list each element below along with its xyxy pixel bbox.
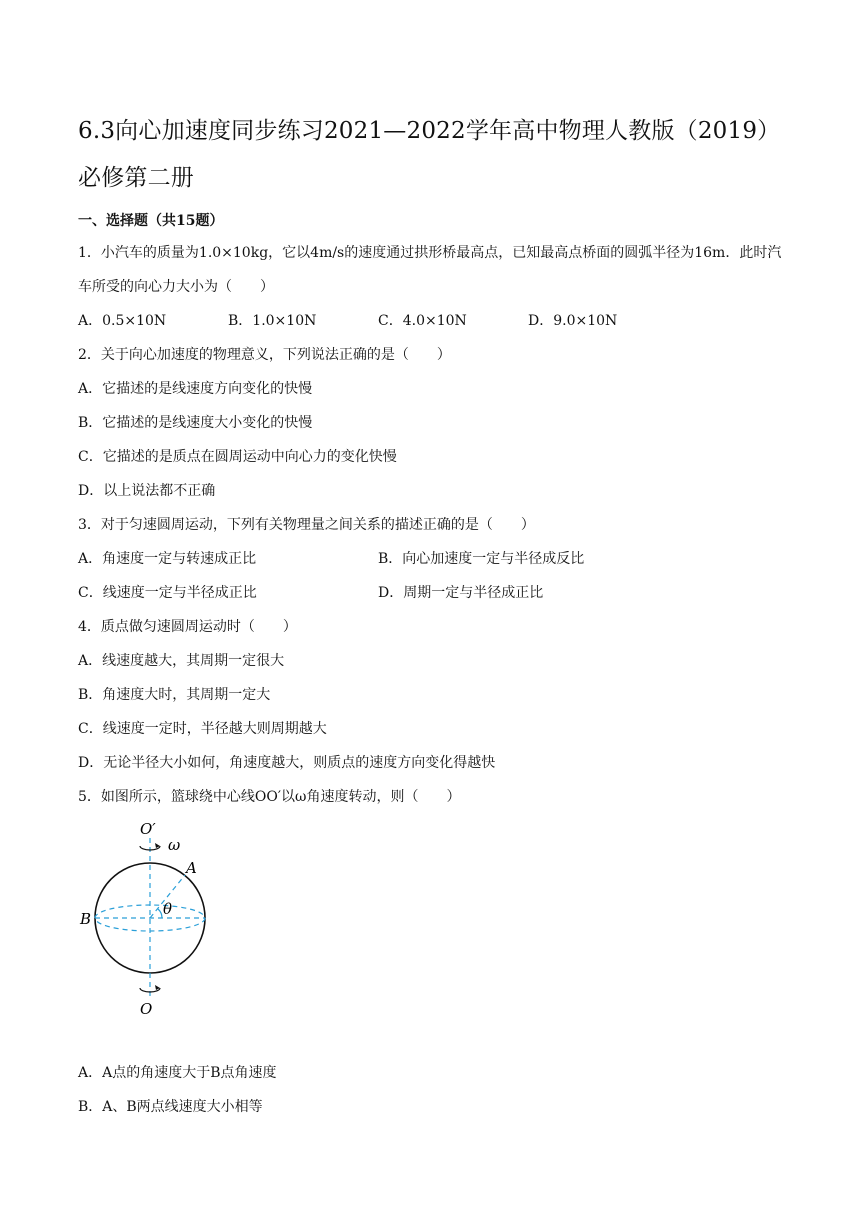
label-b: B bbox=[80, 910, 92, 928]
question-2-stem: 2．关于向心加速度的物理意义，下列说法正确的是（ ） bbox=[78, 347, 451, 363]
question-1-option-c: C．4.0×10N bbox=[378, 313, 467, 329]
question-2-option-a: A．它描述的是线速度方向变化的快慢 bbox=[78, 381, 313, 397]
question-1-option-b: B．1.0×10N bbox=[228, 313, 317, 329]
label-a: A bbox=[186, 859, 197, 877]
question-1-option-a: A．0.5×10N bbox=[78, 313, 167, 329]
question-2-option-c: C．它描述的是质点在圆周运动中向心力的变化快慢 bbox=[78, 449, 397, 465]
section-heading: 一、选择题（共15题） bbox=[78, 213, 224, 229]
question-4-option-b: B．角速度大时，其周期一定大 bbox=[78, 687, 271, 703]
question-3-option-b: B．向心加速度一定与半径成反比 bbox=[378, 551, 585, 567]
question-5-option-a: A．A点的角速度大于B点角速度 bbox=[78, 1065, 277, 1081]
question-4-stem: 4．质点做匀速圆周运动时（ ） bbox=[78, 619, 297, 635]
question-3-option-d: D．周期一定与半径成正比 bbox=[378, 585, 544, 601]
label-theta: θ bbox=[163, 900, 173, 918]
question-4-option-a: A．线速度越大，其周期一定很大 bbox=[78, 653, 285, 669]
label-o: O bbox=[140, 1000, 153, 1018]
document-title: 6.3向心加速度同步练习2021—2022学年高中物理人教版（2019）必修第二册 bbox=[78, 118, 781, 191]
basketball-diagram bbox=[78, 818, 238, 1038]
question-4-option-d: D．无论半径大小如何，角速度越大，则质点的速度方向变化得越快 bbox=[78, 755, 496, 771]
question-2-option-d: D．以上说法都不正确 bbox=[78, 483, 216, 499]
question-4-option-c: C．线速度一定时，半径越大则周期越大 bbox=[78, 721, 327, 737]
question-1-options bbox=[78, 304, 784, 338]
question-5-option-b: B．A、B两点线速度大小相等 bbox=[78, 1099, 263, 1115]
question-3-option-c: C．线速度一定与半径成正比 bbox=[78, 585, 257, 601]
label-omega: ω bbox=[168, 836, 181, 854]
question-3-option-a: A．角速度一定与转速成正比 bbox=[78, 551, 257, 567]
question-3-options-row-1 bbox=[78, 542, 784, 576]
basketball-rotation-figure bbox=[78, 818, 784, 1038]
label-o-prime: O′ bbox=[140, 820, 156, 838]
question-3-options-row-2 bbox=[78, 576, 784, 610]
question-2-option-b: B．它描述的是线速度大小变化的快慢 bbox=[78, 415, 313, 431]
question-1-option-d: D．9.0×10N bbox=[528, 313, 618, 329]
theta-arc bbox=[158, 909, 162, 918]
question-3-stem: 3．对于匀速圆周运动，下列有关物理量之间关系的描述正确的是（ ） bbox=[78, 517, 535, 533]
question-5-stem: 5．如图所示，篮球绕中心线OO′以ω角速度转动，则（ ） bbox=[78, 789, 461, 805]
document-page bbox=[78, 108, 784, 1124]
question-1-stem: 1．小汽车的质量为1.0×10kg，它以4m/s的速度通过拱形桥最高点，已知最高点桥面的圆弧半径为16m．此时汽车所受的向心力大小为（ ） bbox=[78, 245, 782, 295]
